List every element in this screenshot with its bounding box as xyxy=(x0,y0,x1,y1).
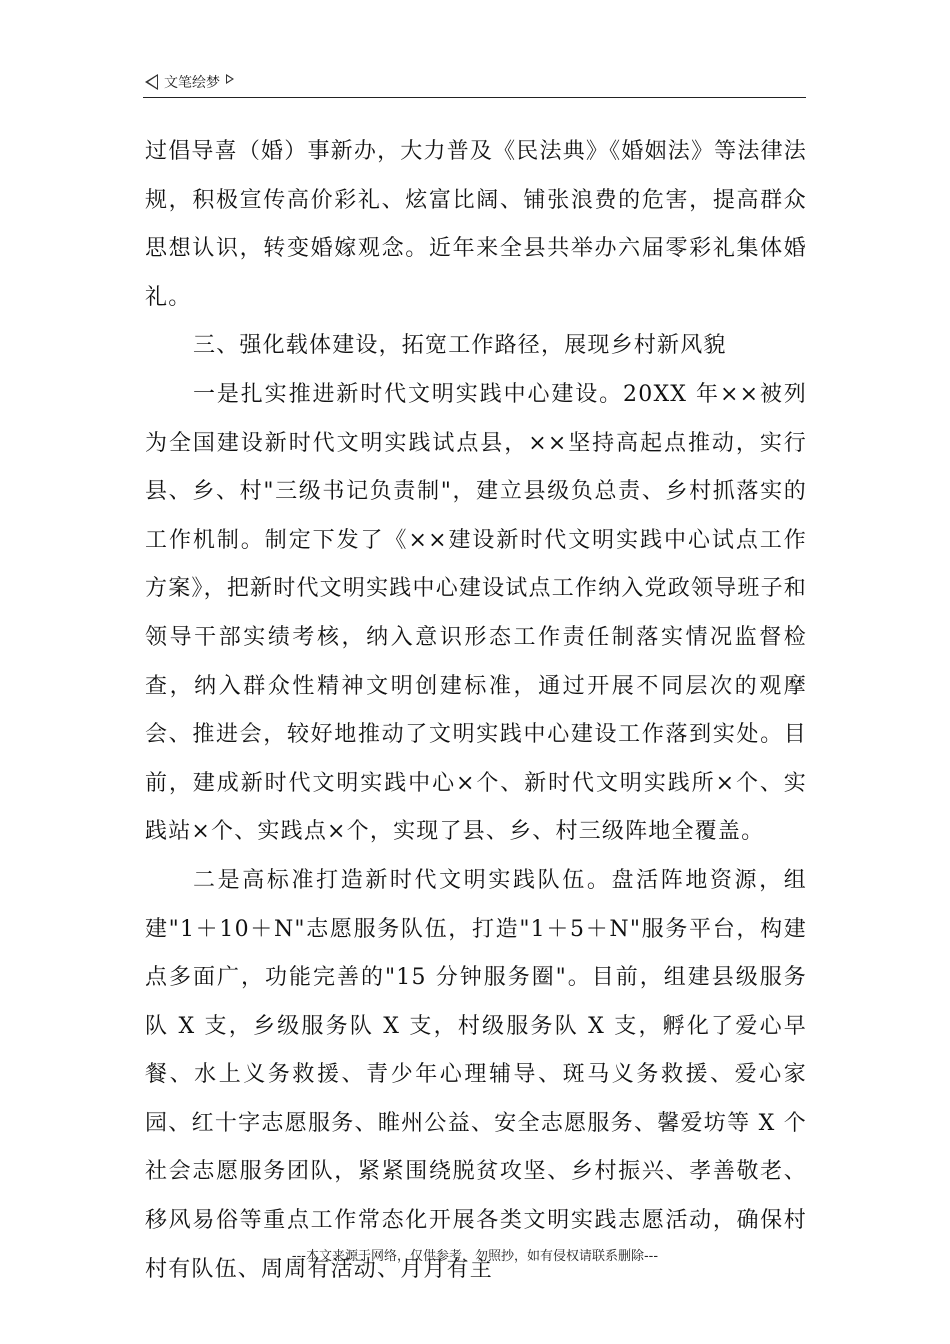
triangle-left-icon xyxy=(145,74,158,90)
paragraph: 二是高标准打造新时代文明实践队伍。盘活阵地资源，组建"1＋10＋N"志愿服务队伍，打造"1＋5＋N"服务平台，构建点多面广，功能完善的"15 分钟服务圈"。目前，组建县级服务队 X 支，乡级服务队 X 支，村级服务队 X 支，孵化了爱心早餐、水上义务救援、青少年心理辅导、斑马义务救援、爱心家园、红十字志愿服务、睢州公益、安全志愿服务、馨爱坊等 X 个社会志愿服务团队，紧紧围绕脱贫攻坚、乡村振兴、孝善敬老、移风易俗等重点工作常态化开展各类文明实践志愿活动，确保村村有队伍、周周有活动、月月有主 xyxy=(145,867,807,1282)
triangle-right-icon xyxy=(226,74,234,84)
header-divider xyxy=(143,97,806,98)
paragraph-continuation: 过倡导喜（婚）事新办，大力普及《民法典》《婚姻法》等法律法规，积极宣传高价彩礼、炫富比阔、铺张浪费的危害，提高群众思想认识，转变婚嫁观念。近年来全县共举办六届零彩礼集体婚礼。 xyxy=(145,139,807,310)
document-body xyxy=(145,128,807,1294)
footer-notice: ---本文来源于网络，仅供参考，勿照抄，如有侵权请联系删除--- xyxy=(291,1249,659,1264)
page-header xyxy=(145,72,234,92)
paragraph: 一是扎实推进新时代文明实践中心建设。20XX 年××被列为全国建设新时代文明实践试点县，××坚持高起点推动，实行县、乡、村"三级书记负责制"，建立县级负总责、乡村抓落实的工作机制。制定下发了《××建设新时代文明实践中心试点工作方案》，把新时代文明实践中心建设试点工作纳入党政领导班子和领导干部实绩考核，纳入意识形态工作责任制落实情况监督检查，纳入群众性精神文明创建标准，通过开展不同层次的观摩会、推进会，较好地推动了文明实践中心建设工作落到实处。目前，建成新时代文明实践中心×个、新时代文明实践所×个、实践站×个、实践点×个，实现了县、乡、村三级阵地全覆盖。 xyxy=(145,381,807,845)
header-title: 文笔绘梦 xyxy=(164,75,220,91)
section-heading: 三、强化载体建设，拓宽工作路径，展现乡村新风貌 xyxy=(193,333,727,359)
